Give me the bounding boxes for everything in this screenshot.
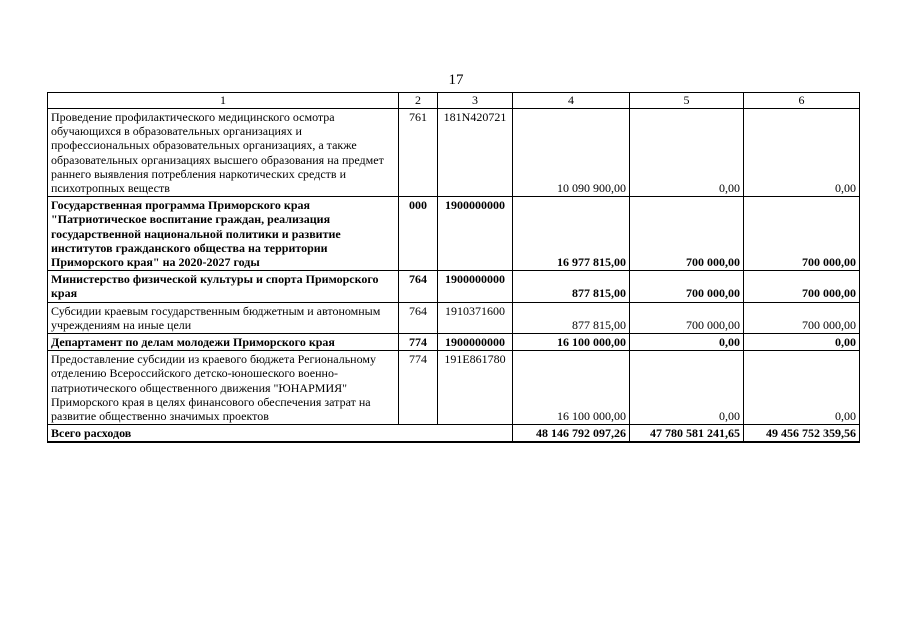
department-code-cell: 764 xyxy=(399,302,438,333)
department-code-cell: 000 xyxy=(399,197,438,271)
total-col4-cell: 48 146 792 097,26 xyxy=(513,425,630,443)
target-article-cell: 1900000000 xyxy=(438,197,513,271)
target-article-cell: 1910371600 xyxy=(438,302,513,333)
amount-col6-cell: 0,00 xyxy=(744,351,860,425)
total-col6-cell: 49 456 752 359,56 xyxy=(744,425,860,443)
amount-col5-cell: 0,00 xyxy=(630,109,744,197)
total-label-cell: Всего расходов xyxy=(48,425,513,443)
department-code-cell: 774 xyxy=(399,334,438,351)
department-code-cell: 774 xyxy=(399,351,438,425)
amount-col4-cell: 10 090 900,00 xyxy=(513,109,630,197)
table-row xyxy=(48,351,860,425)
column-header: 1 xyxy=(48,93,399,109)
target-article-cell: 1900000000 xyxy=(438,334,513,351)
column-header: 4 xyxy=(513,93,630,109)
expense-name-cell: Министерство физической культуры и спорта Приморского края xyxy=(48,271,399,302)
expense-name-cell: Государственная программа Приморского края "Патриотическое воспитание граждан, реализация государственной национальной политики и развитие институтов гражданского общества на территории Приморского края" на 2020-2027 годы xyxy=(48,197,399,271)
column-header: 6 xyxy=(744,93,860,109)
amount-col6-cell: 0,00 xyxy=(744,334,860,351)
department-code-cell: 764 xyxy=(399,271,438,302)
total-row xyxy=(48,425,860,443)
expense-name-cell: Департамент по делам молодежи Приморского края xyxy=(48,334,399,351)
section-row xyxy=(48,271,860,302)
table-row xyxy=(48,109,860,197)
amount-col4-cell: 877 815,00 xyxy=(513,271,630,302)
column-header: 5 xyxy=(630,93,744,109)
section-row xyxy=(48,334,860,351)
expense-name-cell: Проведение профилактического медицинского осмотра обучающихся в образовательных организациях и профессиональных образовательных организациях, а также образовательных организациях высшего образования на предмет раннего выявления потребления наркотических средств и психотропных веществ xyxy=(48,109,399,197)
budget-expenses-table xyxy=(47,92,860,443)
page-number: 17 xyxy=(448,72,464,88)
expense-name-cell: Субсидии краевым государственным бюджетным и автономным учреждениям на иные цели xyxy=(48,302,399,333)
amount-col6-cell: 700 000,00 xyxy=(744,302,860,333)
table-row xyxy=(48,302,860,333)
total-col5-cell: 47 780 581 241,65 xyxy=(630,425,744,443)
target-article-cell: 1900000000 xyxy=(438,271,513,302)
amount-col5-cell: 700 000,00 xyxy=(630,197,744,271)
amount-col4-cell: 877 815,00 xyxy=(513,302,630,333)
column-header: 2 xyxy=(399,93,438,109)
amount-col6-cell: 0,00 xyxy=(744,109,860,197)
department-code-cell: 761 xyxy=(399,109,438,197)
amount-col5-cell: 0,00 xyxy=(630,351,744,425)
section-row xyxy=(48,197,860,271)
target-article-cell: 181N420721 xyxy=(438,109,513,197)
amount-col4-cell: 16 977 815,00 xyxy=(513,197,630,271)
amount-col6-cell: 700 000,00 xyxy=(744,197,860,271)
amount-col4-cell: 16 100 000,00 xyxy=(513,351,630,425)
column-number-header-row xyxy=(48,93,860,109)
target-article-cell: 191E861780 xyxy=(438,351,513,425)
amount-col5-cell: 700 000,00 xyxy=(630,302,744,333)
amount-col5-cell: 0,00 xyxy=(630,334,744,351)
amount-col5-cell: 700 000,00 xyxy=(630,271,744,302)
expense-name-cell: Предоставление субсидии из краевого бюджета Региональному отделению Всероссийского детско-юношеского военно-патриотического общественного движения "ЮНАРМИЯ" Приморского края в целях финансового обеспечения затрат на развитие общественно значимых проектов xyxy=(48,351,399,425)
amount-col6-cell: 700 000,00 xyxy=(744,271,860,302)
amount-col4-cell: 16 100 000,00 xyxy=(513,334,630,351)
column-header: 3 xyxy=(438,93,513,109)
